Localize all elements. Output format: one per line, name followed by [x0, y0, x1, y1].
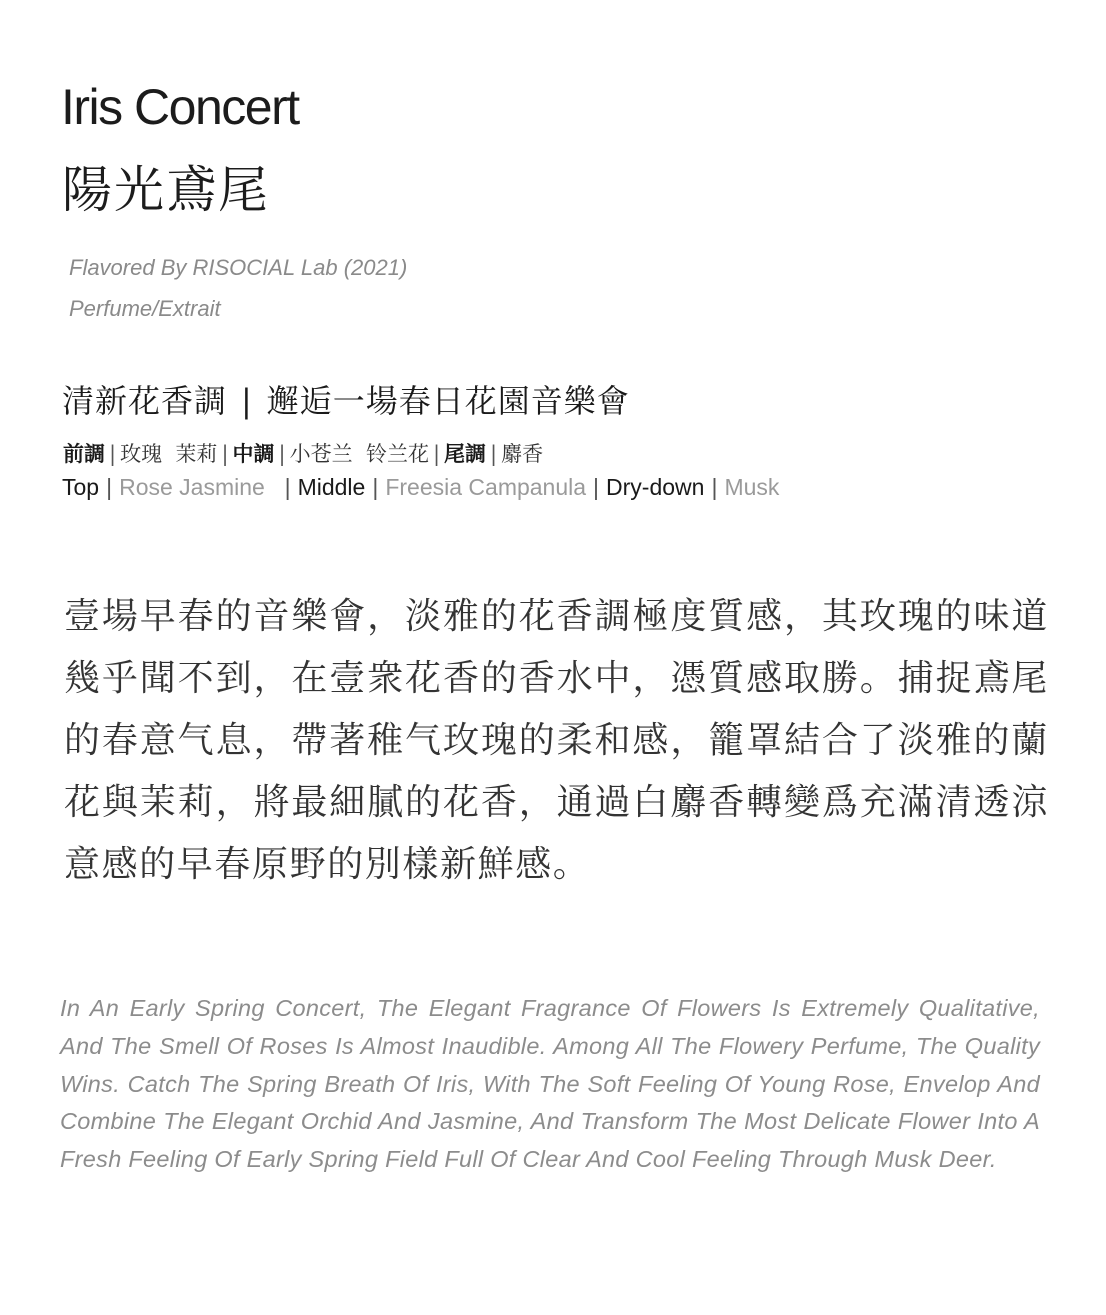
top-note-value-zh: 玫瑰 茉莉 — [120, 442, 218, 466]
base-note-label-zh: 尾調 — [444, 441, 487, 466]
product-title-en: Iris Concert — [61, 79, 299, 135]
description-zh: 壹場早春的音樂會，淡雅的花香調極度質感，其玫瑰的味道幾乎聞不到，在壹衆花香的香水中，憑質感取勝。捕捉鳶尾的春意气息，帶著稚气玫瑰的柔和感，籠罩結合了淡雅的蘭花與茉莉，將最細膩的花香，通過白麝香轉變爲充滿清透涼意感的早春原野的別樣新鮮感。 — [64, 596, 1049, 885]
middle-note-value-en: Freesia Campanula — [385, 474, 587, 500]
middle-note-label-zh: 中調 — [232, 441, 275, 466]
flavored-by-credit: Flavored By RISOCIAL Lab (2021) — [69, 255, 408, 280]
tagline — [62, 376, 630, 422]
top-note-label-en: Top — [62, 474, 100, 500]
base-note-value-zh: 麝香 — [501, 442, 544, 466]
middle-note-label-en: Middle — [297, 474, 366, 500]
tagline-separator: | — [241, 382, 253, 420]
top-note-value-en: Rose Jasmine — [119, 474, 265, 500]
tagline-phrase: 邂逅一場春日花園音樂會 — [266, 382, 630, 420]
base-note-label-en: Dry-down — [606, 474, 705, 500]
product-type: Perfume/Extrait — [69, 296, 221, 321]
notes-pyramid-en: Top | Rose Jasmine | Middle | Freesia Campanula | Dry-down | Musk — [62, 474, 780, 500]
middle-note-value-zh: 小苍兰 铃兰花 — [289, 442, 429, 466]
product-title-zh: 陽光鳶尾 — [62, 161, 270, 219]
tagline-family: 清新花香調 — [62, 382, 228, 420]
base-note-value-en: Musk — [724, 474, 780, 500]
top-note-label-zh: 前調 — [63, 441, 105, 466]
notes-pyramid-zh: 前調 | 玫瑰 茉莉 | 中調 | 小苍兰 铃兰花 | 尾調 | 麝香 — [63, 441, 544, 466]
description-en: In An Early Spring Concert, The Elegant Fragrance Of Flowers Is Extremely Qualitative, And The Smell Of Roses Is Almost Inaudible. Among All The Flowery Perfume, The Quality Wins. Catch The Spring Breath Of Iris, With The Soft Feeling Of Young Rose, Envelop And Combine The Elegant Orchid And Jasmine, And Transform The Most Delicate Flower Into A Fresh Feeling Of Early Spring Field Full Of Clear And Cool Feeling Through Musk Deer. — [60, 995, 1040, 1173]
